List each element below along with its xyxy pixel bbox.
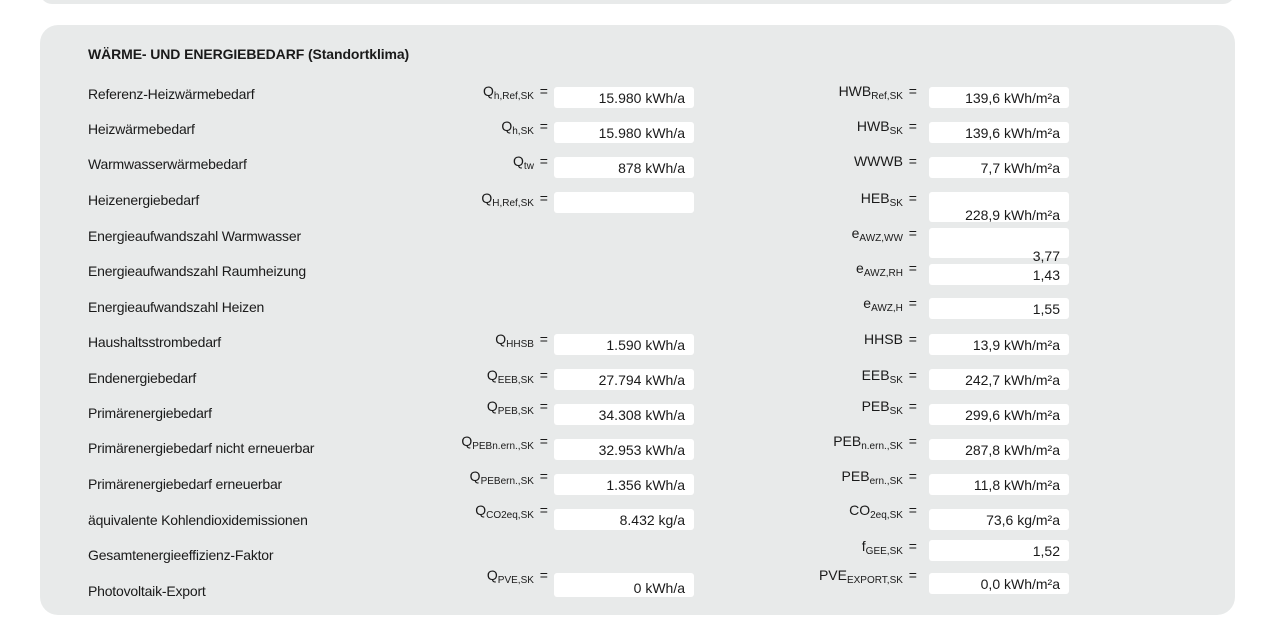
equals-sign: = — [904, 331, 917, 347]
right-value-field: 3,77 — [929, 228, 1069, 258]
right-value-field: 73,6 kg/m²a — [929, 509, 1069, 530]
right-symbol — [717, 83, 917, 102]
symbol-subscript: 2eq,SK — [870, 510, 903, 521]
left-value-field: 878 kWh/a — [554, 157, 694, 178]
symbol-base: Q — [475, 502, 487, 518]
equals-sign: = — [904, 118, 917, 134]
row-label: Energieaufwandszahl Heizen — [88, 299, 265, 315]
symbol-base: HWB — [838, 83, 872, 99]
symbol-base: PEB — [861, 398, 890, 414]
right-value-field: 7,7 kWh/m²a — [929, 157, 1069, 178]
symbol-base: EEB — [861, 367, 890, 383]
left-value-field: 15.980 kWh/a — [554, 122, 694, 143]
right-value-field: 11,8 kWh/m²a — [929, 474, 1069, 495]
left-value-field: 1.590 kWh/a — [554, 334, 694, 355]
row-label: Gesamtenergieeffizienz-Faktor — [88, 547, 274, 563]
row-label: Energieaufwandszahl Warmwasser — [88, 228, 301, 244]
row-label: Photovoltaik-Export — [88, 583, 206, 599]
row-label: Primärenergiebedarf erneuerbar — [88, 476, 282, 492]
equals-sign: = — [904, 538, 917, 554]
equals-sign: = — [535, 331, 548, 347]
symbol-base: f — [861, 538, 866, 554]
symbol-base: Q — [486, 567, 498, 583]
left-value-field: 32.953 kWh/a — [554, 439, 694, 460]
symbol-base: Q — [486, 367, 498, 383]
right-symbol — [717, 538, 917, 557]
symbol-subscript: SK — [889, 375, 903, 386]
equals-sign: = — [904, 567, 917, 583]
symbol-subscript: PEBn.ern.,SK — [472, 441, 534, 452]
symbol-subscript: Ref,SK — [871, 91, 903, 102]
symbol-base: Q — [483, 83, 494, 99]
symbol-base: PEB — [841, 468, 870, 484]
left-value-field: 15.980 kWh/a — [554, 87, 694, 108]
previous-section-panel — [40, 0, 1235, 4]
left-symbol — [348, 118, 548, 137]
right-symbol — [717, 153, 917, 169]
symbol-base: Q — [469, 468, 481, 484]
equals-sign: = — [904, 260, 917, 276]
left-value-field — [554, 192, 694, 213]
symbol-subscript: SK — [889, 126, 903, 137]
right-symbol — [717, 398, 917, 417]
left-value-field: 27.794 kWh/a — [554, 369, 694, 390]
right-value-field: 139,6 kWh/m²a — [929, 87, 1069, 108]
right-symbol — [717, 567, 917, 586]
right-value-field: 1,55 — [929, 298, 1069, 319]
equals-sign: = — [904, 153, 917, 169]
right-symbol — [717, 331, 917, 347]
symbol-subscript: PEB,SK — [497, 406, 534, 417]
symbol-base: PVE — [818, 567, 847, 583]
right-symbol — [717, 190, 917, 209]
symbol-base: Q — [513, 153, 524, 169]
equals-sign: = — [904, 468, 917, 484]
symbol-subscript: AWZ,H — [871, 303, 903, 314]
left-symbol — [348, 502, 548, 521]
equals-sign: = — [535, 567, 548, 583]
equals-sign: = — [535, 398, 548, 414]
equals-sign: = — [535, 153, 548, 169]
symbol-subscript: H,Ref,SK — [492, 198, 534, 209]
left-symbol — [348, 468, 548, 487]
equals-sign: = — [904, 398, 917, 414]
equals-sign: = — [904, 225, 917, 241]
symbol-subscript: CO2eq,SK — [486, 510, 534, 521]
equals-sign: = — [535, 190, 548, 206]
symbol-base: e — [851, 225, 860, 241]
equals-sign: = — [535, 502, 548, 518]
symbol-subscript: AWZ,RH — [863, 268, 903, 279]
left-value-field: 8.432 kg/a — [554, 509, 694, 530]
right-value-field: 228,9 kWh/m²a — [929, 192, 1069, 222]
row-label: Energieaufwandszahl Raumheizung — [88, 263, 306, 279]
right-value-field: 13,9 kWh/m²a — [929, 334, 1069, 355]
equals-sign: = — [535, 367, 548, 383]
right-value-field: 1,43 — [929, 264, 1069, 285]
symbol-subscript: SK — [889, 406, 903, 417]
equals-sign: = — [904, 502, 917, 518]
equals-sign: = — [535, 468, 548, 484]
left-symbol — [348, 367, 548, 386]
right-symbol — [717, 295, 917, 314]
left-symbol — [348, 433, 548, 452]
symbol-base: Q — [495, 331, 507, 347]
symbol-base: PEB — [833, 433, 862, 449]
left-symbol — [348, 153, 548, 172]
right-symbol — [717, 433, 917, 452]
symbol-base: Q — [481, 190, 493, 206]
right-symbol — [717, 367, 917, 386]
row-label: Endenergiebedarf — [88, 370, 197, 386]
row-label: Heizwärmebedarf — [88, 121, 195, 137]
row-label: Primärenergiebedarf — [88, 405, 212, 421]
row-label: Heizenergiebedarf — [88, 192, 200, 208]
left-symbol — [348, 398, 548, 417]
symbol-subscript: AWZ,WW — [859, 233, 903, 244]
equals-sign: = — [535, 83, 548, 99]
symbol-subscript: ern.,SK — [869, 476, 903, 487]
symbol-base: HEB — [860, 190, 890, 206]
left-symbol — [348, 190, 548, 209]
left-symbol — [348, 567, 548, 586]
symbol-subscript: n.ern.,SK — [861, 441, 903, 452]
right-value-field: 242,7 kWh/m²a — [929, 369, 1069, 390]
symbol-subscript: EEB,SK — [497, 375, 534, 386]
symbol-subscript: SK — [889, 198, 903, 209]
right-symbol — [717, 225, 917, 244]
right-value-field: 1,52 — [929, 540, 1069, 561]
right-symbol — [717, 118, 917, 137]
symbol-base: e — [863, 295, 872, 311]
symbol-subscript: h,SK — [512, 126, 534, 137]
symbol-base: e — [856, 260, 864, 276]
row-label: Primärenergiebedarf nicht erneuerbar — [88, 440, 315, 456]
symbol-base: Q — [501, 118, 513, 134]
symbol-subscript: GEE,SK — [865, 546, 903, 557]
equals-sign: = — [904, 83, 917, 99]
symbol-subscript: EXPORT,SK — [846, 575, 903, 586]
symbol-subscript: PEBern.,SK — [480, 476, 534, 487]
left-value-field: 1.356 kWh/a — [554, 474, 694, 495]
symbol-subscript: HHSB — [506, 339, 534, 350]
equals-sign: = — [535, 433, 548, 449]
row-label: Warmwasserwärmebedarf — [88, 156, 247, 172]
symbol-base: Q — [461, 433, 473, 449]
symbol-base: WWWB — [853, 153, 903, 169]
left-value-field: 0 kWh/a — [554, 573, 694, 597]
row-label: Referenz-Heizwärmebedarf — [88, 86, 255, 102]
equals-sign: = — [535, 118, 548, 134]
right-value-field: 0,0 kWh/m²a — [929, 573, 1069, 594]
left-symbol — [348, 331, 548, 350]
symbol-base: CO — [849, 502, 871, 518]
symbol-base: HWB — [856, 118, 890, 134]
left-value-field: 34.308 kWh/a — [554, 404, 694, 425]
right-value-field: 139,6 kWh/m²a — [929, 122, 1069, 143]
row-label: äquivalente Kohlendioxidemissionen — [88, 512, 308, 528]
right-symbol — [717, 502, 917, 521]
right-value-field: 287,8 kWh/m²a — [929, 439, 1069, 460]
symbol-subscript: PVE,SK — [497, 575, 534, 586]
symbol-base: HHSB — [864, 331, 903, 347]
symbol-subscript: h,Ref,SK — [493, 91, 534, 102]
left-symbol — [348, 83, 548, 102]
symbol-subscript: tw — [523, 161, 534, 172]
symbol-base: Q — [486, 398, 498, 414]
right-symbol — [717, 260, 917, 279]
section-title: WÄRME- UND ENERGIEBEDARF (Standortklima) — [88, 46, 410, 62]
equals-sign: = — [904, 367, 917, 383]
equals-sign: = — [904, 190, 917, 206]
equals-sign: = — [904, 295, 917, 311]
right-symbol — [717, 468, 917, 487]
equals-sign: = — [904, 433, 917, 449]
right-value-field: 299,6 kWh/m²a — [929, 404, 1069, 425]
row-label: Haushaltsstrombedarf — [88, 334, 221, 350]
